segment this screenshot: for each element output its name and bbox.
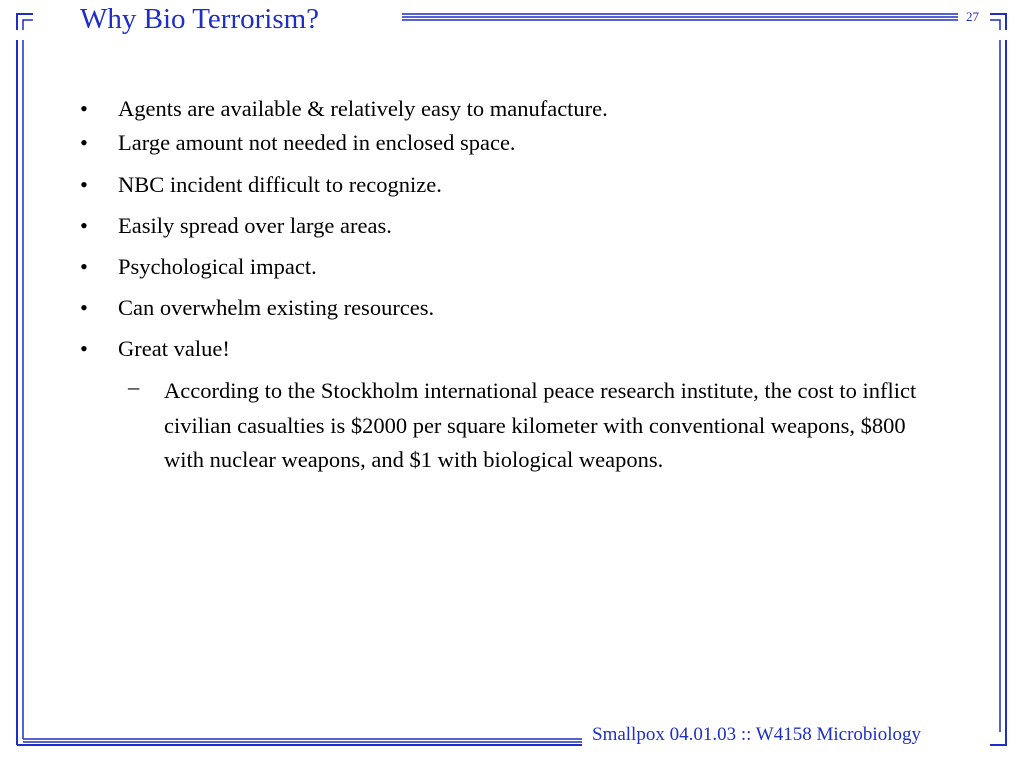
page-number: 27 (966, 9, 979, 24)
slide-title: Why Bio Terrorism? (80, 3, 320, 35)
sub-bullet-mark: – (128, 374, 140, 399)
bullet-mark: • (80, 213, 88, 238)
bullet-mark: • (80, 254, 88, 279)
slide-footer: Smallpox 04.01.03 :: W4158 Microbiology (592, 724, 921, 745)
sub-bullet-text: According to the Stockholm international peace research institute, the cost to inflict civilian casualties is $2000 per square kilometer with conventional weapons, $800 with nuclear weapons, and $1 with biological weapons. (164, 378, 917, 472)
bullet-mark: • (80, 172, 88, 197)
bullet-text: Can overwhelm existing resources. (118, 295, 435, 320)
bullet-text: Agents are available & relatively easy to manufacture. (118, 96, 608, 121)
bullet-text: Large amount not needed in enclosed space. (118, 130, 516, 155)
bullet-mark: • (80, 336, 88, 361)
bullet-mark: • (80, 295, 88, 320)
bullet-text: Psychological impact. (118, 254, 317, 279)
bullet-text: NBC incident difficult to recognize. (118, 172, 442, 197)
bullet-mark: • (80, 96, 88, 121)
bullet-mark: • (80, 130, 88, 155)
bullet-text: Easily spread over large areas. (118, 213, 392, 238)
bullet-text: Great value! (118, 336, 230, 361)
